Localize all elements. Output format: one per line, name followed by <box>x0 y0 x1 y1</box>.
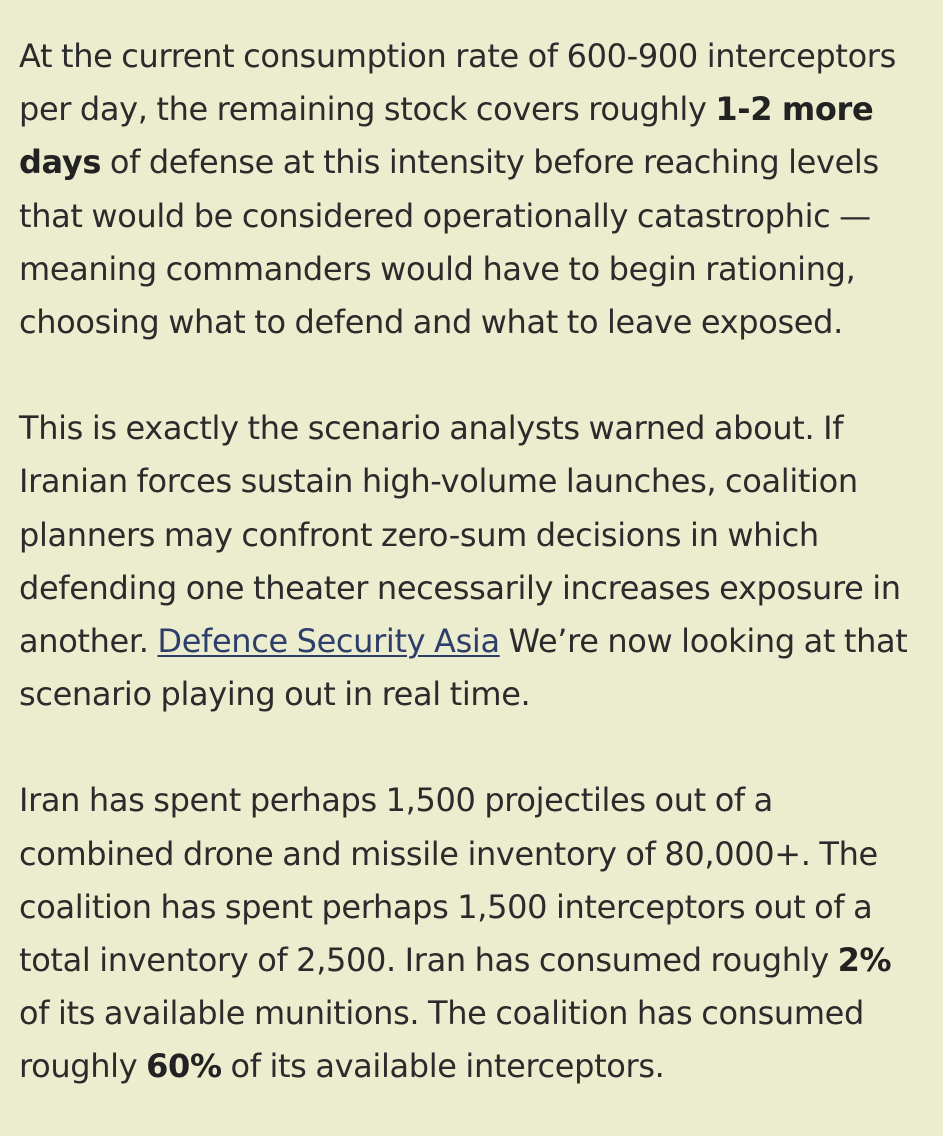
paragraph-3-text-middle: of its available munitions. The coalition has consumed roughly <box>19 994 864 1086</box>
iran-consumption-percent: 2% <box>837 941 892 980</box>
paragraph-3-text-end: of its available interceptors. <box>221 1047 665 1086</box>
paragraph-2-text-start: This is exactly the scenario analysts warned about. If Iranian forces sustain high-volume launches, coalition planners may confront zero-sum decisions in which defending one theater necessarily increases exposure in another. <box>19 409 901 661</box>
paragraph-1-text-end: of defense at this intensity before reaching levels that would be considered operationally catastrophic — meaning commanders would have to begin rationing, choosing what to defend and what to leave exposed. <box>19 143 879 342</box>
paragraph-analyst-scenario <box>19 402 923 721</box>
days-remaining-emphasis: 1-2 more days <box>19 90 874 182</box>
paragraph-interceptor-stock <box>19 30 923 349</box>
defence-security-asia-link[interactable]: Defence Security Asia <box>157 622 500 661</box>
coalition-consumption-percent: 60% <box>146 1047 222 1086</box>
paragraph-2-text-end: We’re now looking at that scenario playing out in real time. <box>19 622 908 714</box>
paragraph-munitions-comparison <box>19 774 923 1093</box>
paragraph-3-text-start: Iran has spent perhaps 1,500 projectiles out of a combined drone and missile inventory of 80,000+. The coalition has spent perhaps 1,500 interceptors out of a total inventory of 2,500. Iran has consumed roughly <box>19 781 878 980</box>
paragraph-1-text-start: At the current consumption rate of 600-900 interceptors per day, the remaining stock covers roughly <box>19 37 896 129</box>
